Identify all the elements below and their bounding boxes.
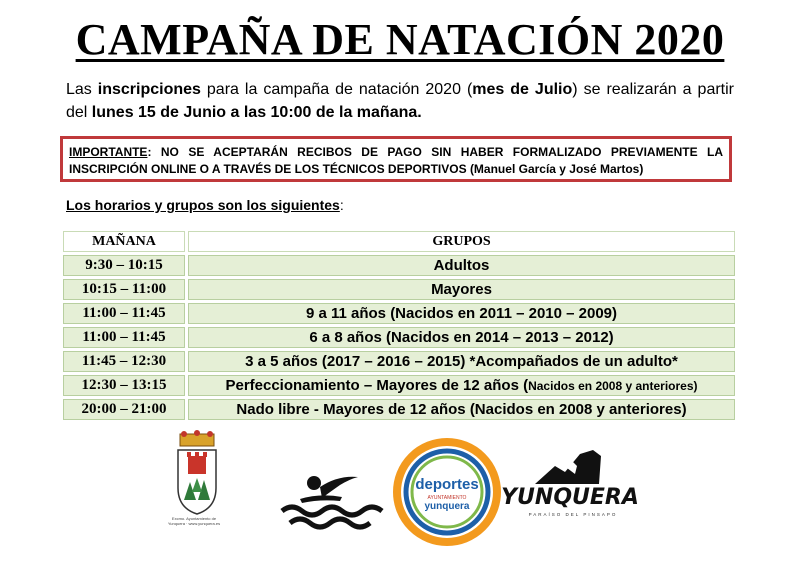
row-group-text: Nado libre - Mayores de 12 años (Nacidos en 2008 y anteriores) [236, 401, 687, 418]
row-group-text: Mayores [431, 281, 492, 298]
row-group-text: Adultos [433, 257, 490, 274]
notice-names: (Manuel García y José Martos) [469, 162, 644, 176]
town-crest-logo [172, 430, 222, 520]
table-header-row [63, 231, 735, 252]
row-time: 9:30 – 10:15 [63, 255, 185, 276]
row-group [188, 327, 735, 348]
row-group-text: 3 a 5 años (2017 – 2016 – 2015) *Acompañados de un adulto* [245, 353, 678, 370]
notice-label: IMPORTANTE [69, 145, 148, 159]
row-group-text: 6 a 8 años (Nacidos en 2014 – 2013 – 2012) [309, 329, 614, 346]
intro-bold-3: lunes 15 de Junio a las 10:00 de la mañana. [91, 104, 422, 121]
schedule-intro [66, 197, 344, 213]
ayuntamiento-text: AYUNTAMIENTO [427, 495, 467, 501]
notice-body: : NO SE ACEPTARÁN RECIBOS DE PAGO SIN HABER FORMALIZADO PREVIAMENTE LA INSCRIPCIÓN ONLINE O A TRAVÉS DE LOS TÉCNICOS DEPORTIVOS [69, 145, 723, 176]
schedule-body [63, 255, 735, 420]
intro-text-3: ) se realizarán a partir del [66, 81, 735, 121]
table-row [63, 255, 735, 276]
row-time: 11:00 – 11:45 [63, 303, 185, 324]
table-row [63, 327, 735, 348]
row-time: 11:00 – 11:45 [63, 327, 185, 348]
row-time: 20:00 – 21:00 [63, 399, 185, 420]
schedule-table [60, 228, 738, 423]
yunquera-small-text: yunquera [424, 501, 470, 512]
yunquera-text: YUNQUERA [501, 485, 639, 510]
table-row [63, 303, 735, 324]
row-group [188, 279, 735, 300]
intro-text-1: Las [66, 81, 98, 98]
row-time: 10:15 – 11:00 [63, 279, 185, 300]
yunquera-subtext: PARAÍSO DEL PINSAPO [528, 512, 618, 517]
page-title: CAMPAÑA DE NATACIÓN 2020 [75, 15, 725, 64]
deportes-yunquera-logo [392, 436, 502, 548]
header-grupos: GRUPOS [188, 231, 735, 252]
row-group-text: Perfeccionamiento – Mayores de 12 años ( [225, 377, 529, 394]
crest-caption: Excmo. Ayuntamiento de Yunquera · www.yunquera.es [167, 516, 221, 526]
important-notice-box [60, 136, 732, 182]
header-manana: MAÑANA [63, 231, 185, 252]
row-group [188, 303, 735, 324]
row-group [188, 375, 735, 396]
intro-bold-2: mes de Julio [472, 81, 573, 98]
intro-text-2: para la campaña de natación 2020 ( [200, 81, 473, 98]
row-group [188, 399, 735, 420]
schedule-intro-label: Los horarios y grupos son los siguientes [66, 197, 340, 213]
schedule-intro-colon: : [339, 197, 344, 213]
swimmer-icon [280, 465, 390, 530]
table-row [63, 351, 735, 372]
row-group [188, 351, 735, 372]
table-row [63, 279, 735, 300]
table-row [63, 375, 735, 396]
row-group [188, 255, 735, 276]
intro-paragraph [66, 78, 734, 124]
table-row [63, 399, 735, 420]
notice-text [69, 144, 723, 178]
row-group-note: Nacidos en 2008 y anteriores) [528, 379, 698, 393]
row-time: 12:30 – 13:15 [63, 375, 185, 396]
row-time: 11:45 – 12:30 [63, 351, 185, 372]
intro-bold-1: inscripciones [97, 81, 201, 98]
yunquera-brand-logo [495, 444, 645, 529]
deportes-text: deportes [415, 476, 479, 493]
row-group-text: 9 a 11 años (Nacidos en 2011 – 2010 – 2009) [305, 305, 618, 322]
